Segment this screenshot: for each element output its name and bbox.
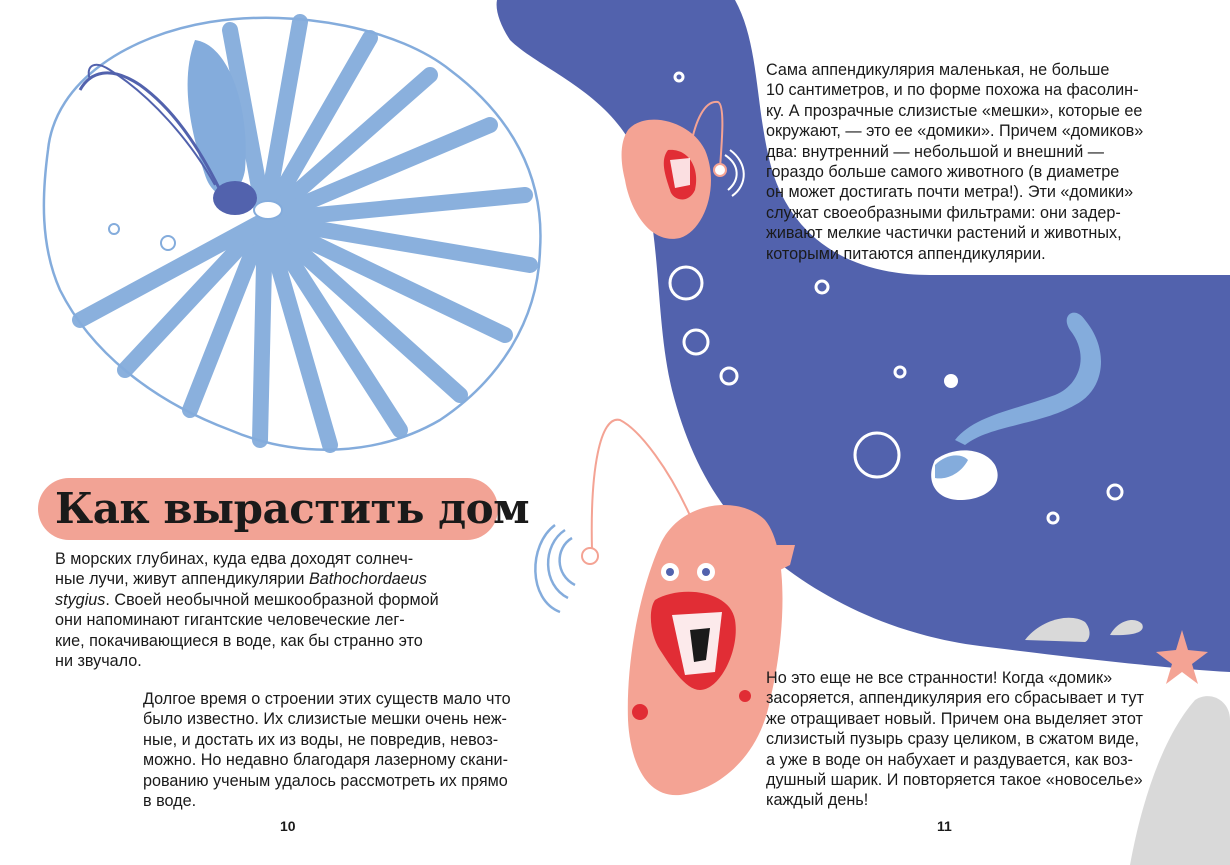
right-top-paragraph: Сама аппендикулярия маленькая, не больше 10 сантиметров, и по форме похожа на фасолин- ку. А прозрачные слизистые «мешки», которые ее окружают, — это ее «домики». Причем «домиков» два: внутренний — небольшой и внешний — гораздо больше самого животного (в диаметре он может достигать почти метра!). Эти «домики» служат своеобразными фильтрами: они задер- живают мелкие частички растений и животных, которыми питаются аппендикулярии. (766, 61, 1144, 263)
page-title: Как вырастить дом (55, 484, 530, 533)
appendicularia-house-illustration (44, 18, 541, 450)
paragraph-2: Долгое время о строении этих существ мало что было известно. Их слизистые мешки очень неж- ные, и достать их из воды, не повредив, невоз- можно. Но недавно благодаря лазерному скани- рованию ученым удалось рассмотреть их прямо в воде. (143, 690, 511, 811)
page-number-right: 11 (937, 818, 952, 834)
right-bottom-paragraph: Но это еще не все странности! Когда «домик» засоряется, аппендикулярия его сбрасывает и тут же отращивает новый. Причем она выделяет этот слизистый пузырь сразу целиком, в сжатом виде, а уже в воде он набухает и раздувается, как воз- душный шарик. И повторяется такое «новоселье» каждый день! (766, 669, 1144, 810)
intro-paragraph: В морских глубинах, куда едва доходят солнеч- ные лучи, живут аппендикулярии Bathochordaeus stygius. Своей необычной мешкообразной формой они напоминают гигантские человеческие лег- кие, покачивающиеся в воде, как бы странно это ни звучало. (55, 550, 439, 671)
bubble-icon (944, 374, 958, 388)
page-number-left: 10 (280, 818, 296, 834)
